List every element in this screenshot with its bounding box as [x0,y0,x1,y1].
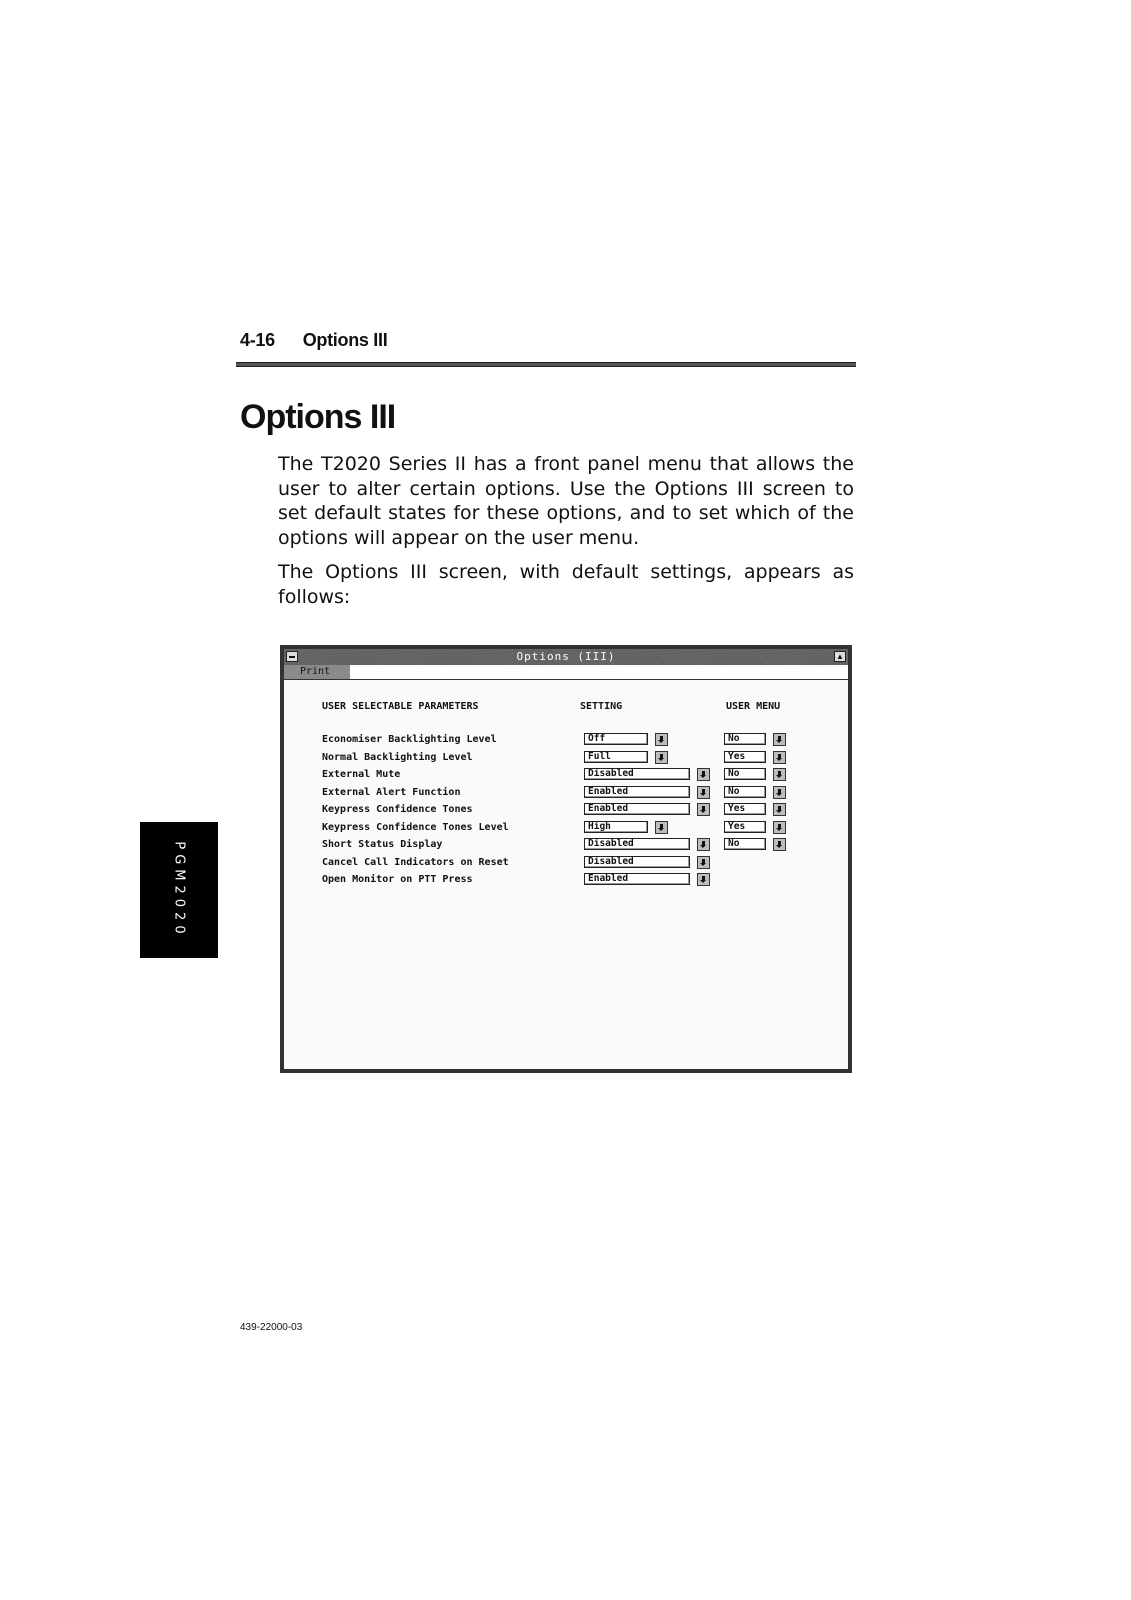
user-menu-field[interactable]: Yes [724,751,766,763]
user-menu-field[interactable]: No [724,786,766,798]
user-menu-field[interactable]: No [724,768,766,780]
user-menu-dropdown-icon[interactable] [773,786,786,799]
setting-dropdown-icon[interactable] [697,838,710,851]
parameter-label: Short Status Display [322,839,443,850]
section-title: Options III [240,398,396,436]
document-number: 439-22000-03 [240,1322,303,1333]
setting-field[interactable]: Enabled [584,786,690,798]
parameter-label: Normal Backlighting Level [322,751,473,763]
running-section: Options III [302,330,388,350]
setting-field[interactable]: Enabled [584,873,690,885]
col-header-params: USER SELECTABLE PARAMETERS [322,701,479,712]
screen-intro-paragraph: The Options III screen, with default settings, appears as follows: [278,561,854,608]
parameter-label: External Mute [322,769,401,780]
parameter-label: Economiser Backlighting Level [322,734,497,745]
window-titlebar [284,649,848,666]
user-menu-dropdown-icon[interactable] [773,733,786,746]
options-window [280,645,852,1073]
intro-paragraph: The T2020 Series II has a front panel menu that allows the user to alter certain options. Use the Options III screen to set default states for these options, and to set which of the options will appear on the user menu. [278,453,854,549]
side-tab [140,822,218,958]
parameter-label: Keypress Confidence Tones [322,804,473,815]
header-rule [236,362,856,367]
setting-dropdown-icon[interactable] [697,786,710,799]
setting-dropdown-icon[interactable] [697,768,710,781]
setting-field[interactable]: Disabled [584,856,690,868]
print-menu-label: Print [300,666,331,677]
running-head [240,330,387,351]
parameter-label: Keypress Confidence Tones Level [322,821,509,833]
user-menu-field[interactable]: No [724,733,766,745]
setting-field[interactable]: Enabled [584,803,690,815]
setting-dropdown-icon[interactable] [697,856,710,869]
setting-field[interactable]: Full [584,751,648,763]
page-number: 4-16 [240,330,275,350]
col-header-setting: SETTING [580,701,623,712]
setting-dropdown-icon[interactable] [655,821,668,834]
window-title: Options (III) [516,650,616,663]
setting-field[interactable]: Disabled [584,768,690,780]
print-menu[interactable] [284,665,350,679]
user-menu-field[interactable]: Yes [724,821,766,833]
maximize-icon[interactable]: ▲ [834,651,846,662]
setting-field[interactable]: High [584,821,648,833]
user-menu-dropdown-icon[interactable] [773,803,786,816]
setting-dropdown-icon[interactable] [697,873,710,886]
setting-field[interactable]: Off [584,733,648,745]
user-menu-dropdown-icon[interactable] [773,751,786,764]
parameter-label: Cancel Call Indicators on Reset [322,856,509,868]
user-menu-field[interactable]: Yes [724,803,766,815]
col-header-user-menu: USER MENU [726,701,781,712]
setting-field[interactable]: Disabled [584,838,690,850]
side-tab-label: PGM2020 [171,841,187,939]
parameter-label: External Alert Function [322,786,461,798]
parameter-label: Open Monitor on PTT Press [322,874,473,885]
user-menu-dropdown-icon[interactable] [773,768,786,781]
menu-bar [284,665,848,680]
user-menu-dropdown-icon[interactable] [773,838,786,851]
setting-dropdown-icon[interactable] [655,733,668,746]
setting-dropdown-icon[interactable] [655,751,668,764]
setting-dropdown-icon[interactable] [697,803,710,816]
user-menu-dropdown-icon[interactable] [773,821,786,834]
user-menu-field[interactable]: No [724,838,766,850]
